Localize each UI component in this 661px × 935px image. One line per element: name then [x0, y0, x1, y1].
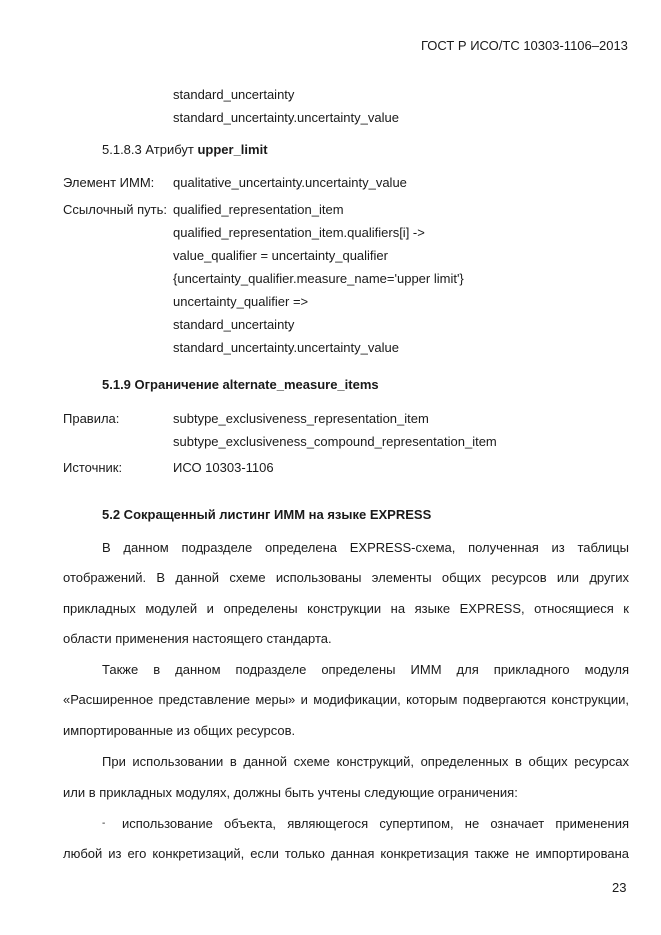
paragraph-line: области применения настоящего стандарта. — [63, 631, 332, 646]
paragraph-line: В данном подразделе определена EXPRESS-схема, полученная из таблицы — [102, 540, 629, 555]
rule-item: subtype_exclusiveness_compound_representation_item — [173, 434, 497, 449]
path-line: standard_uncertainty.uncertainty_value — [173, 110, 399, 125]
paragraph-line: отображений. В данной схеме использованы элементы общих ресурсов или других — [63, 570, 629, 585]
attribute-number: 5.1.8.3 — [102, 142, 142, 157]
attribute-heading — [102, 142, 268, 158]
source-value: ИСО 10303-1106 — [173, 460, 274, 475]
path-line: {uncertainty_qualifier.measure_name='upper limit'} — [173, 271, 464, 286]
attribute-label: Атрибут — [145, 142, 194, 157]
paragraph-line: При использовании в данной схеме конструкций, определенных в общих ресурсах — [102, 754, 629, 769]
element-label: Элемент ИММ: — [63, 175, 155, 190]
bullet-marker: - — [102, 818, 106, 829]
rules-label: Правила: — [63, 411, 120, 426]
reference-path-label: Ссылочный путь: — [63, 202, 167, 217]
path-line: qualified_representation_item.qualifiers[i] -> — [173, 225, 425, 240]
attribute-name: upper_limit — [197, 142, 268, 157]
paragraph-line: Также в данном подразделе определены ИММ для прикладного модуля — [102, 662, 629, 677]
paragraph-line: или в прикладных модулях, должны быть учтены следующие ограничения: — [63, 785, 518, 800]
section-heading: 5.2 Сокращенный листинг ИММ на языке EXPRESS — [102, 507, 432, 522]
paragraph-line: прикладных модулей и определены конструкции на языке EXPRESS, относящиеся к — [63, 601, 629, 616]
element-value: qualitative_uncertainty.uncertainty_value — [173, 175, 407, 190]
path-line: uncertainty_qualifier => — [173, 294, 309, 309]
path-line: standard_uncertainty — [173, 87, 295, 102]
source-label: Источник: — [63, 460, 123, 475]
path-line: standard_uncertainty — [173, 317, 295, 332]
paragraph-line: «Расширенное представление меры» и модификации, которым подвергаются конструкции, — [63, 692, 629, 707]
bullet-line: использование объекта, являющегося супертипом, не означает применения — [122, 816, 629, 831]
page-number: 23 — [612, 880, 627, 895]
paragraph-line: импортированные из общих ресурсов. — [63, 723, 296, 738]
path-line: value_qualifier = uncertainty_qualifier — [173, 248, 388, 263]
constraint-heading: 5.1.9 Ограничение alternate_measure_items — [102, 377, 379, 392]
bullet-line: любой из его конкретизаций, если только данная конкретизация также не импортирована — [63, 846, 629, 861]
document-header: ГОСТ Р ИСО/ТС 10303-1106–2013 — [421, 38, 628, 53]
path-line: qualified_representation_item — [173, 202, 344, 217]
rule-item: subtype_exclusiveness_representation_item — [173, 411, 429, 426]
path-line: standard_uncertainty.uncertainty_value — [173, 340, 399, 355]
